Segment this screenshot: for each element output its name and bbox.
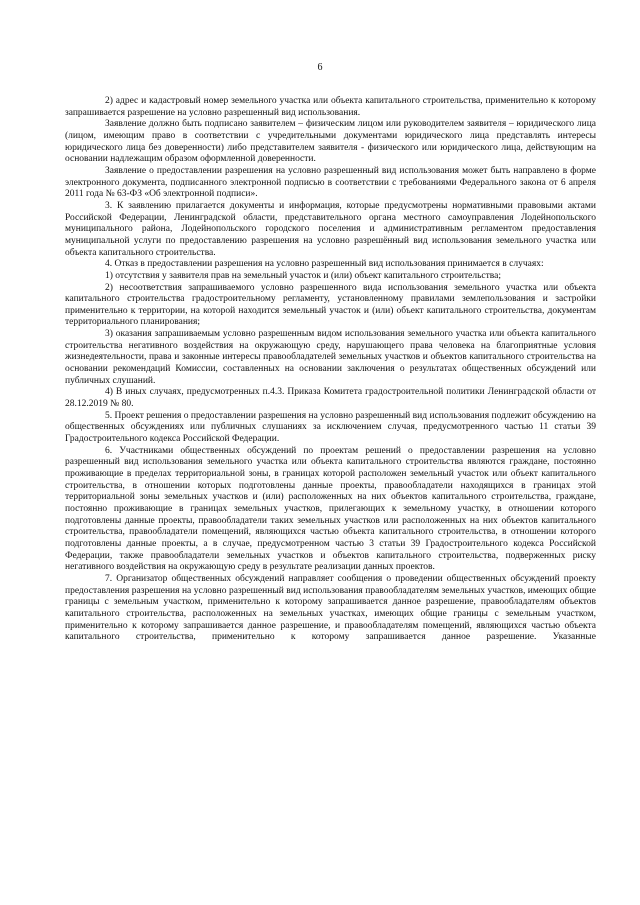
paragraph-electronic-form: Заявление о предоставлении разрешения на условно разрешенный вид использования может быть направлено в форме электронного документа, подписанного электронной подписью в соответствии с требованиями Федерального закона от 6 апреля 2011 года № 63-ФЗ «Об электронной подписи». xyxy=(65,165,596,200)
paragraph-refusal-3: 3) оказания запрашиваемым условно разрешенным видом использования земельного участка или объекта капитального строительства негативного воздействия на окружающую среду, нарушающего права человека на благоприятные условия жизнедеятельности, права и законные интересы правообладателей земельных участков и объектов капитального строительства на основании рекомендаций Комиссии, составленных на основании заключения о результатах общественных обсуждений или публичных слушаний. xyxy=(65,329,596,386)
paragraph-refusal-1: 1) отсутствия у заявителя прав на земельный участок и (или) объект капитального строительства; xyxy=(105,270,502,281)
paragraph-signature: Заявление должно быть подписано заявителем – физическим лицом или руководителем заявителя – юридического лица (лицом, имеющим право в соответствии с учредительными документами юридического лица представлять интересы юридического лица без доверенности) либо представителем заявителя - физического или юридического лица, действующим на основании надлежащим образом оформленной доверенности. xyxy=(65,119,596,165)
paragraph-5-project: 5. Проект решения о предоставлении разрешения на условно разрешенный вид использования подлежит обсуждению на общественных обсуждениях или публичных слушаниях за исключением случая, предусмотренного частью 11 статьи 39 Градостроительного кодекса Российской Федерации. xyxy=(65,410,596,445)
paragraph-refusal-4: 4) В иных случаях, предусмотренных п.4.3. Приказа Комитета градостроительной политики Ленинградской области от 28.12.2019 № 80. xyxy=(65,387,596,410)
paragraph-3-attachments: 3. К заявлению прилагается документы и информация, которые предусмотрены нормативными правовыми актами Российской Федерации, Ленинградской области, представительного органа местного самоуправления Лодейнопольского муниципального района, Лодейнопольского городского поселения и административным регламентом предоставления муниципальной услуги по предоставлению разрешения на условно разрешённый вид использования земельного участка или объекта капитального строительства. xyxy=(65,200,596,258)
page-number: 6 xyxy=(317,62,323,73)
paragraph-6-participants: 6. Участниками общественных обсуждений по проектам решений о предоставлении разрешения на условно разрешенный вид использования земельного участка или объекта капитального строительства являются граждане, постоянно проживающие в пределах территориальной зоны, в границах которой расположен земельный участок или объект капитального строительства, в отношении которых подготовлены данные проекты, правообладатели находящихся в границах этой территориальной зоны земельных участков и (или) расположенных на них объектов капитального строительства, граждане, постоянно проживающие в границах земельных участков, прилегающих к земельному участку, в отношении которого подготовлены данные проекты, правообладатели таких земельных участков или расположенных на них объектов капитального строительства, правообладатели помещений, являющихся частью объекта капитального строительства, в отношении которого подготовлены данные проекты, а в случае, предусмотренном частью 3 статьи 39 Градостроительного кодекса Российской Федерации, также правообладатели земельных участков и объектов капитального строительства, подверженных риску негативного воздействия на окружающую среду в результате реализации данных проектов. xyxy=(65,445,596,573)
paragraph-7-organizer: 7. Организатор общественных обсуждений направляет сообщения о проведении общественных обсуждений проекту предоставления разрешения на условно разрешенный вид использования правообладателям земельных участков, имеющих общие границы с земельным участком, применительно к которому запрашивается данное разрешение, правообладателям объектов капитального строительства, расположенных на земельных участках, имеющих общие границы с земельным участком, применительно к которому запрашивается данное разрешение, и правообладателям помещений, являющихся частью объекта капитального строительства, применительно к которому запрашивается данное разрешение. Указанные xyxy=(65,573,596,643)
paragraph-item-2-address: 2) адрес и кадастровый номер земельного участка или объекта капитального строительства, применительно к которому запрашивается разрешение на условно разрешенный вид использования. xyxy=(65,96,596,118)
document-body xyxy=(65,96,596,644)
paragraph-4-refusal: 4. Отказ в предоставлении разрешения на условно разрешенный вид использования принимается в случаях: xyxy=(105,259,544,270)
paragraph-refusal-2: 2) несоответствия запрашиваемого условно разрешенного вида использования земельного участка или объекта капитального строительства градостроительному регламенту, установленному правилами землепользования и застройки применительно к территории, на которой находится земельный участок и (или) объект капитального строительства, документам территориального планирования; xyxy=(65,282,596,328)
